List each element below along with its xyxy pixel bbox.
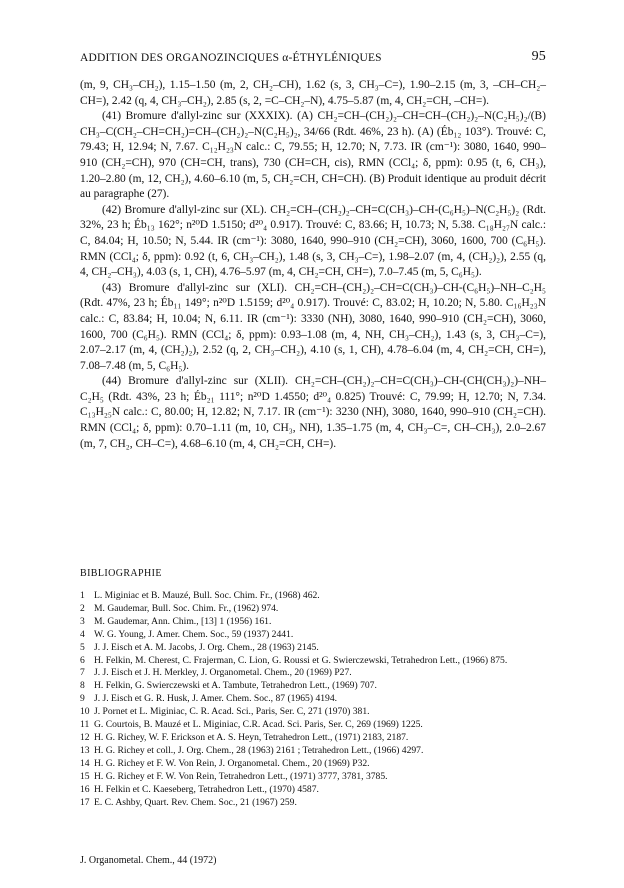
reference-text: G. Courtois, B. Mauzé et L. Miginiac, C.R. Acad. Sci. Paris, Ser. C, 269 (1969) 1225. <box>94 719 423 731</box>
reference-item <box>80 784 546 797</box>
reference-number: 11 <box>80 719 90 731</box>
reference-item <box>80 629 546 642</box>
reference-text: M. Gaudemar, Ann. Chim., [13] 1 (1956) 161. <box>94 615 272 627</box>
reference-text: H. Felkin et C. Kaeseberg, Tetrahedron Lett., (1970) 4587. <box>94 783 319 795</box>
reference-number: 16 <box>80 783 90 795</box>
reference-item <box>80 758 546 771</box>
reference-item <box>80 719 546 732</box>
reference-number: 5 <box>80 641 85 653</box>
reference-number: 10 <box>80 706 90 718</box>
reference-number: 13 <box>80 744 90 756</box>
reference-number: 2 <box>80 602 85 614</box>
reference-item <box>80 732 546 745</box>
reference-text: M. Gaudemar, Bull. Soc. Chim. Fr., (1962) 974. <box>94 602 279 614</box>
entry-43: (43) Bromure d'allyl-zinc sur (XLI). CH₂=CH–(CH₂)₂–CH=C(CH₃)–CH-(C₆H₅)–NH–C₂H₅ (Rdt. 47%, 23 h; Éb₁₁ 149°; n²⁰D 1.5159; d²⁰₄ 0.917). Trouvé: C, 83.02; H, 10.20; N, 5.80. C₁₆H₂₃N calc.: C, 83.84; H, 10.04; N, 6.11. IR (cm⁻¹): 3330 (NH), 3080, 1640, 990–910 (CH₂=CH), 3060, 1600, 700 (C₆H₅). RMN (CCl₄; δ, ppm): 0.93–1.08 (m, 4, NH, CH₃–CH₂), 1.43 (s, 3, CH₃–C=), 2.07–2.17 (m, 4, (CH₂)₂), 2.52 (q, 2, CH₃–CH₂), 4.10 (s, 1, CH), 4.78–6.04 (m, 4, CH₂=CH, CH=), 7.08–7.48 (m, 5, C₆H₅). <box>80 281 546 372</box>
reference-text: H. G. Richey et F. W. Von Rein, J. Organometal. Chem., 20 (1969) P32. <box>94 757 370 769</box>
reference-item <box>80 771 546 784</box>
reference-item <box>80 655 546 668</box>
reference-item <box>80 642 546 655</box>
reference-item <box>80 680 546 693</box>
entry-44: (44) Bromure d'allyl-zinc sur (XLII). CH₂=CH–(CH₂)₂–CH=C(CH₃)–CH-(CH(CH₃)₂)–NH–C₂H₅ (Rdt. 43%, 23 h; Éb₂₁ 111°; n²⁰D 1.4550; d²⁰₄ 0.825) Trouvé: C, 79.99; H, 12.70; N, 7.34. C₁₃H₂₅N calc.: C, 80.00; H, 12.82; N, 7.17. IR (cm⁻¹): 3230 (NH), 3080, 1640, 990–910 (CH₂=CH). RMN (CCl₄; δ, ppm): 0.70–1.11 (m, 10, CH₃, NH), 1.35–1.75 (m, 4, CH₃–C=, CH–CH₃), 2.0–2.67 (m, 7, CH₂, CH–C=), 4.68–6.10 (m, 4, CH₂=CH, CH=). <box>80 375 546 450</box>
reference-number: 14 <box>80 757 90 769</box>
reference-text: H. Felkin, M. Cherest, C. Frajerman, C. Lion, G. Roussi et G. Swierczewski, Tetrahedron Lett., (1966) 875. <box>94 654 508 666</box>
reference-number: 1 <box>80 590 85 601</box>
reference-text: L. Miginiac et B. Mauzé, Bull. Soc. Chim. Fr., (1968) 462. <box>94 590 320 601</box>
journal-footer: J. Organometal. Chem., 44 (1972) <box>80 855 217 866</box>
continuation-paragraph: (m, 9, CH₃–CH₂), 1.15–1.50 (m, 2, CH₂–CH), 1.62 (s, 3, CH₃–C=), 1.90–2.15 (m, 3, –CH–CH₂–CH=), 2.42 (q, 4, CH₃–CH₂), 2.85 (s, 2, =C–CH₂–N), 4.75–5.87 (m, 4, CH₂=CH, –CH=). <box>80 79 546 107</box>
reference-item <box>80 667 546 680</box>
reference-item <box>80 693 546 706</box>
reference-item <box>80 797 546 810</box>
bibliography-heading: BIBLIOGRAPHIE <box>80 568 162 579</box>
reference-number: 6 <box>80 654 85 666</box>
reference-text: E. C. Ashby, Quart. Rev. Chem. Soc., 21 (1967) 259. <box>94 796 297 808</box>
reference-number: 4 <box>80 628 85 640</box>
reference-list <box>80 590 546 809</box>
page-number: 95 <box>531 49 546 64</box>
reference-number: 15 <box>80 770 90 782</box>
reference-item <box>80 590 546 603</box>
reference-item <box>80 745 546 758</box>
reference-text: J. J. Eisch et A. M. Jacobs, J. Org. Chem., 28 (1963) 2145. <box>94 641 319 653</box>
reference-text: H. G. Richey, W. F. Erickson et A. S. Heyn, Tetrahedron Lett., (1971) 2183, 2187. <box>94 731 409 743</box>
reference-number: 9 <box>80 693 85 705</box>
reference-number: 7 <box>80 667 85 679</box>
reference-text: H. G. Richey et coll., J. Org. Chem., 28 (1963) 2161 ; Tetrahedron Lett., (1966) 4297. <box>94 744 424 756</box>
reference-text: J. J. Eisch et J. H. Merkley, J. Organometal. Chem., 20 (1969) P27. <box>94 667 352 679</box>
reference-text: J. J. Eisch et G. R. Husk, J. Amer. Chem. Soc., 87 (1965) 4194. <box>94 693 338 705</box>
reference-text: H. Felkin, G. Swierczewski et A. Tambute, Tetrahedron Lett., (1969) 707. <box>94 680 377 692</box>
reference-text: H. G. Richey et F. W. Von Rein, Tetrahedron Lett., (1971) 3777, 3781, 3785. <box>94 770 388 782</box>
reference-text: J. Pornet et L. Miginiac, C. R. Acad. Sci., Paris, Ser. C, 271 (1970) 381. <box>94 706 370 718</box>
reference-number: 17 <box>80 796 90 808</box>
experimental-text <box>80 78 546 452</box>
reference-text: W. G. Young, J. Amer. Chem. Soc., 59 (1937) 2441. <box>94 628 294 640</box>
reference-number: 8 <box>80 680 85 692</box>
entry-42: (42) Bromure d'allyl-zinc sur (XL). CH₂=CH–(CH₂)₂–CH=C(CH₃)–CH-(C₆H₅)–N(C₂H₅)₂ (Rdt. 32%, 23 h; Éb₁₃ 162°; n²⁰D 1.5150; d²⁰₄ 0.917). Trouvé: C, 83.66; H, 10.73; N, 5.38. C₁₈H₂₇N calc.: C, 84.04; H, 10.50; N, 5.44. IR (cm⁻¹): 3080, 1640, 990–910 (CH₂=CH), 3060, 1600, 700 (C₆H₅). RMN (CCl₄; δ, ppm): 0.92 (t, 6, CH₃–CH₂), 1.48 (s, 3, CH₃–C=), 1.98–2.07 (m, 4, (CH₂)₂), 2.55 (q, 4, CH₂–CH₃), 4.03 (s, 1, CH), 4.76–5.97 (m, 4, CH₂=CH, CH=), 7.0–7.45 (m, 5, C₆H₅). <box>80 203 546 279</box>
reference-item <box>80 616 546 629</box>
reference-item <box>80 706 546 719</box>
running-title: ADDITION DES ORGANOZINCIQUES α-ÉTHYLÉNIQUES <box>80 52 382 64</box>
entry-41: (41) Bromure d'allyl-zinc sur (XXXIX). (A) CH₂=CH–(CH₂)₂–CH=CH–(CH₂)₂–N(C₂H₅)₂/(B) CH₃–C(CH₂–CH=CH₂)=CH–(CH₂)₂–N(C₂H₅)₂, 34/66 (Rdt. 46%, 23 h). (A) (Éb₁₂ 103°). Trouvé: C, 79.43; H, 12.94; N, 7.67. C₁₂H₂₃N calc.: C, 79.55; H, 12.70; N, 7.73. IR (cm⁻¹): 3080, 1640, 990–910 (CH₂=CH), 970 (CH=CH, trans), 730 (CH=CH, cis), RMN (CCl₄; δ, ppm): 0.95 (t, 6, CH₃), 1.20–2.80 (m, 12, CH₂), 4.60–6.10 (m, 5, CH₂=CH, CH=CH). (B) Produit identique au produit décrit au paragraphe (27). <box>80 110 546 201</box>
reference-number: 12 <box>80 731 90 743</box>
reference-item <box>80 603 546 616</box>
reference-number: 3 <box>80 615 85 627</box>
